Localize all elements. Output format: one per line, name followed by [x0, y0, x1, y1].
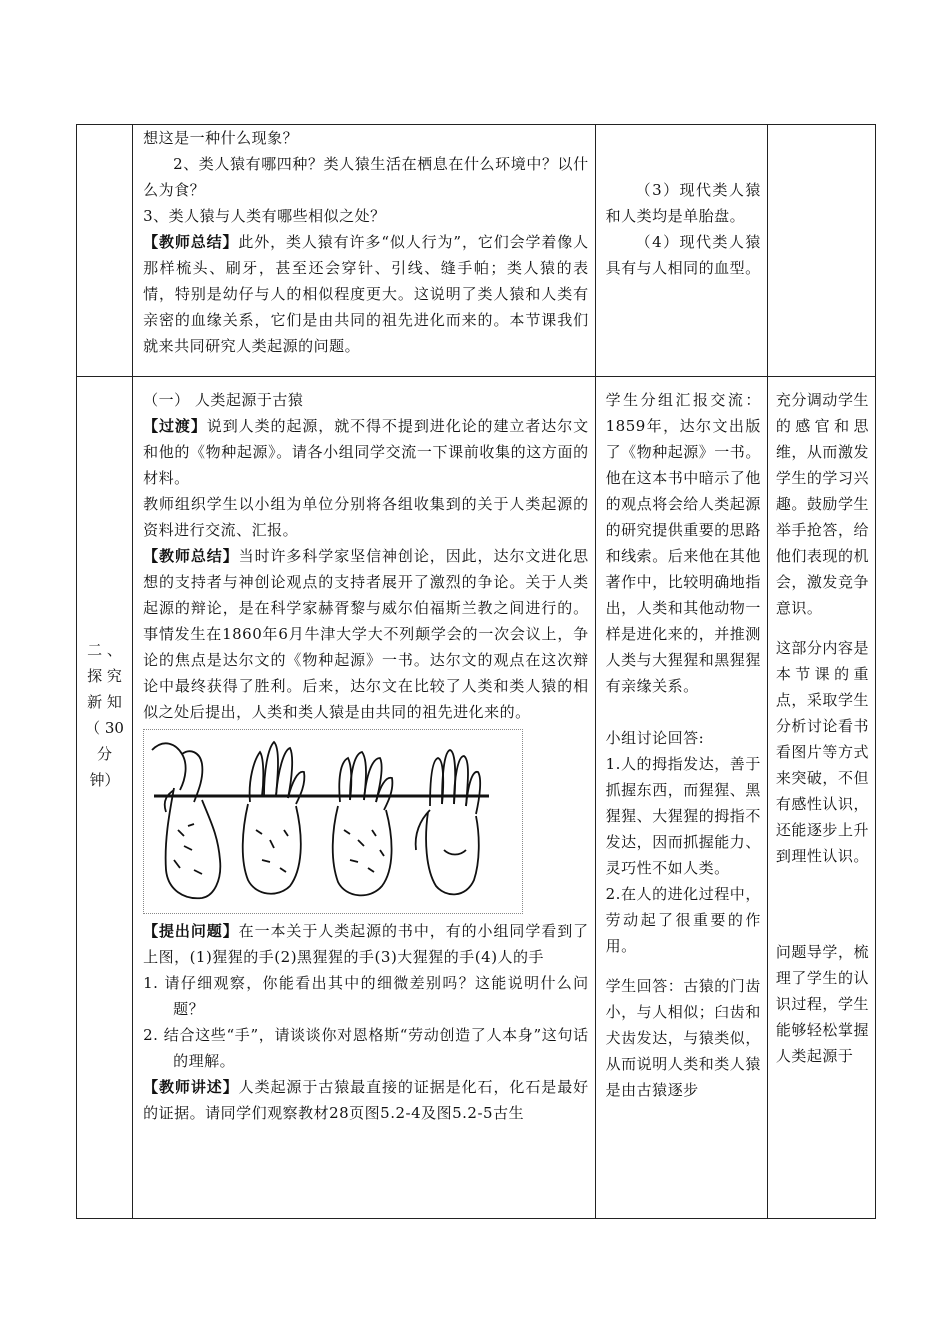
section-title: （一） 人类起源于古猿	[143, 391, 304, 409]
question-item-2: 2. 结合这些“手”，请谈谈你对恩格斯“劳动创造了人本身”这句话的理解。	[143, 1026, 589, 1070]
lesson-plan-table	[76, 124, 876, 1219]
raise-question	[143, 918, 589, 970]
student-answer: 学生回答：古猿的门齿小，与人相似；臼齿和犬齿发达，与猿类似，从而说明人类和类人猿是由古猿逐步	[605, 977, 761, 1099]
student-activity-cell	[595, 377, 767, 1219]
hands-illustration	[144, 730, 522, 913]
summary-text: 此外，类人猿有许多“似人行为”，它们会学着像人那样梳头、刷牙，甚至还会穿针、引线、缝手帕；类人猿的表情，特别是幼仔与人的相似程度更大。这说明了类人猿和人类有亲密的血缘关系，它们是由共同的祖先进化而来的。本节课我们就来共同研究人类起源的问题。	[143, 233, 589, 355]
teacher-lecture	[143, 1074, 589, 1126]
lecture-tag: 【教师讲述】	[143, 1078, 239, 1096]
question-3: 3、类人猿与人类有哪些相似之处？	[143, 207, 386, 225]
teacher-activity-cell	[133, 125, 596, 377]
summary-tag: 【教师总结】	[143, 547, 239, 565]
question-text: 在一本关于人类起源的书中，有的小组同学看到了上图，(1)猩猩的手(2)黑猩猩的手(3)大猩猩的手(4)人的手	[143, 922, 589, 966]
student-activity-cell	[595, 125, 767, 377]
stage-line: 分	[97, 745, 113, 763]
group-answer-1: 1.人的拇指发达，善于抓握东西，而猩猩、黑猩猩、大猩猩的拇指不发达，因而抓握能力、灵巧性不如人类。	[605, 755, 761, 877]
spacer	[776, 869, 869, 939]
spacer	[606, 959, 761, 973]
design-intent-cell-empty	[767, 125, 875, 377]
question-2: 2、类人猿有哪四种？类人猿生活在栖息在什么环境中？以什么为食？	[143, 155, 589, 199]
transition-tag: 【过渡】	[143, 417, 207, 435]
student-report: 学生分组汇报交流：1859年，达尔文出版了《物种起源》一书。他在这本书中暗示了他的观点将会给人类起源的研究提供重要的思路和线索。后来他在其他著作中，比较明确地指出，人类和其他动物一样是进化来的，并推测人类与大猩猩和黑猩猩有亲缘关系。	[605, 391, 761, 695]
design-intent-3: 问题导学，梳理了学生的认识过程，学生能够轻松掌握人类起源于	[775, 943, 869, 1065]
table-row-intro-continued	[77, 125, 876, 377]
teacher-summary	[143, 229, 589, 359]
question-item-1: 1. 请仔细观察，你能看出其中的细微差别吗？这能说明什么问题？	[143, 974, 589, 1018]
design-intent-2: 这部分内容是本节课的重点，采取学生分析讨论看书看图片等方式来突破，不但有感性认识，还能逐步上升到理性认识。	[775, 639, 869, 865]
question-line: 想这是一种什么现象？	[143, 129, 299, 147]
stage-line: （ 30	[85, 719, 124, 737]
lecture-text: 人类起源于古猿最直接的证据是化石，化石是最好的证据。请同学们观察教材28页图5.2-4及图5.2-5古生	[143, 1078, 589, 1122]
group-discussion-title: 小组讨论回答:	[605, 729, 705, 747]
orangutan-hand-drawing	[152, 743, 220, 898]
chimpanzee-hand-drawing	[243, 742, 305, 894]
organize-text: 教师组织学生以小组为单位分别将各组收集到的关于人类起源的资料进行交流、汇报。	[143, 495, 589, 539]
summary-text: 当时许多科学家坚信神创论，因此，达尔文进化思想的支持者与神创论观点的支持者展开了激烈的争论。关于人类起源的辩论，是在科学家赫胥黎与威尔伯福斯兰教之间进行的。事情发生在1860年6月牛津大学大不列颠学会的一次会议上，争论的焦点是达尔文的《物种起源》一书。达尔文的观点在这次辩论中最终获得了胜利。后来，达尔文在比较了人类和类人猿的相似之处后提出，人类和类人猿是由共同的祖先进化来的。	[143, 547, 589, 721]
transition-text: 说到人类的起源，就不得不提到进化论的建立者达尔文和他的《物种起源》。请各小组同学交流一下课前收集的这方面的材料。	[143, 417, 589, 487]
transition	[143, 413, 589, 491]
teacher-summary	[143, 543, 589, 725]
stage-line: 探 究	[87, 667, 122, 685]
table-row-explore	[77, 377, 876, 1219]
gorilla-hand-drawing	[333, 752, 393, 895]
hands-comparison-figure	[143, 729, 523, 914]
stage-cell	[77, 377, 133, 1219]
design-intent-cell	[767, 377, 875, 1219]
spacer	[776, 621, 869, 635]
stage-line: 钟）	[89, 771, 120, 789]
question-tag: 【提出问题】	[143, 922, 239, 940]
group-answer-2: 2.在人的进化过程中，劳动起了很重要的作用。	[605, 885, 761, 955]
teacher-activity-cell	[133, 377, 596, 1219]
design-intent-1: 充分调动学生的感官和思维，从而激发学生的学习兴趣。鼓励学生举手抢答，给他们表现的机会，激发竞争意识。	[775, 391, 869, 617]
student-point-3: （3）现代类人猿和人类均是单胎盘。	[605, 181, 761, 225]
stage-cell-empty	[77, 125, 133, 377]
spacer	[606, 699, 761, 725]
student-point-4: （4）现代类人猿具有与人相同的血型。	[605, 233, 761, 277]
stage-line: 二 、	[87, 641, 122, 659]
stage-line: 新 知	[87, 693, 122, 711]
summary-tag: 【教师总结】	[143, 233, 239, 251]
human-hand-drawing	[416, 750, 481, 894]
